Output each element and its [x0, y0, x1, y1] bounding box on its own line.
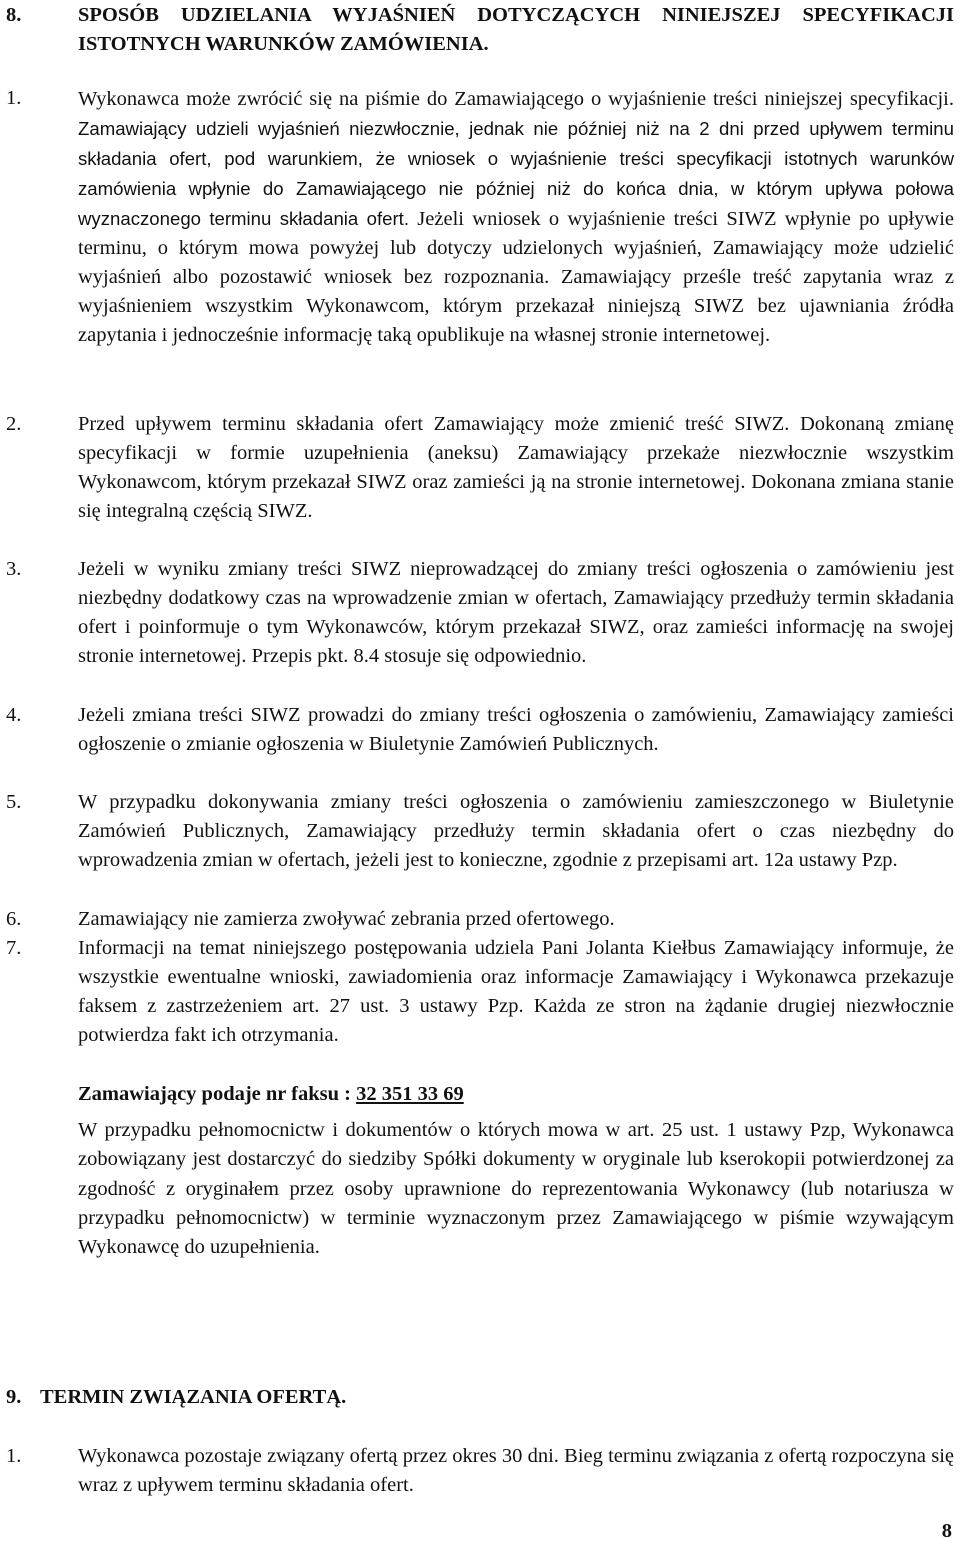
item-1-text-part-c: Jeżeli wniosek o wyjaśnienie treści SIWZ wpłynie po upływie terminu, o którym mowa powyżej lub dotyczy udzielonych wyjaśnień, Zamawiający może udzielić wyjaśnień albo pozostawić wniosek bez rozpoznania. Zamawiający prześle treść zapytania wraz z wyjaśnieniem wszystkim Wykonawcom, którym przekazał niniejszą SIWZ bez ujawniania źródła zapytania i jednocześnie informację taką opublikuje na własnej stronie internetowej.: [78, 208, 954, 346]
list-item-text: Jeżeli w wyniku zmiany treści SIWZ nieprowadzącej do zmiany treści ogłoszenia o zamówieniu jest niezbędny dodatkowy czas na wprowadzenie zmian w ofertach, Zamawiający przedłuży termin składania ofert i poinformuje o tym Wykonawców, którym przekazał SIWZ, oraz zamieści informację na swojej stronie internetowej. Przepis pkt. 8.4 stosuje się odpowiednio.: [78, 558, 954, 667]
list-item-text: W przypadku dokonywania zmiany treści ogłoszenia o zamówieniu zamieszczonego w Biuletynie Zamówień Publicznych, Zamawiający przedłuży termin składania ofert o czas niezbędny do wprowadzenia zmian w ofertach, jeżeli jest to konieczne, zgodnie z przepisami art. 12a ustawy Pzp.: [78, 791, 954, 871]
list-item-7: [6, 934, 954, 1050]
list-item-text: Przed upływem terminu składania ofert Zamawiający może zmienić treść SIWZ. Dokonaną zmianę specyfikacji w formie uzupełnienia (aneksu) Zamawiający przekaże niezwłocznie wszystkim Wykonawcom, którym przekazał SIWZ oraz zamieści ją na stronie internetowej. Dokonana zmiana stanie się integralną częścią SIWZ.: [78, 413, 954, 522]
power-of-attorney-paragraph: W przypadku pełnomocnictw i dokumentów o których mowa w art. 25 ust. 1 ustawy Pzp, Wykonawca zobowiązany jest dostarczyć do siedziby Spółki dokumenty w oryginale lub kserokopii potwierdzonej za zgodność z oryginałem przez osoby uprawnione do reprezentowania Wykonawcy (lub notariusza w przypadku pełnomocnictw) w terminie wyznaczonym przez Zamawiającego w piśmie wzywającym Wykonawcę do uzupełnienia.: [78, 1119, 954, 1259]
list-item-text: Jeżeli zmiana treści SIWZ prowadzi do zmiany treści ogłoszenia o zamówieniu, Zamawiający zamieści ogłoszenie o zmianie ogłoszenia w Biuletynie Zamówień Publicznych.: [78, 704, 954, 755]
list-item-number: 7.: [6, 937, 22, 959]
list-item-6: [6, 905, 954, 934]
list-item-5: [6, 788, 954, 875]
section-9-item-1: [6, 1442, 954, 1500]
section-9-number: 9.: [6, 1386, 22, 1408]
list-item-text: Zamawiający nie zamierza zwoływać zebrania przed ofertowego.: [78, 908, 615, 930]
fax-label: Zamawiający podaje nr faksu :: [78, 1083, 357, 1105]
list-item-number: 4.: [6, 704, 22, 726]
section-9-title: TERMIN ZWIĄZANIA OFERTĄ.: [40, 1386, 347, 1408]
item-1-text-part-b: Zamawiający udzieli wyjaśnień niezwłocznie, jednak nie później niż na 2 dni przed upływem terminu składania ofert, pod warunkiem, że wniosek o wyjaśnienie treści specyfikacji istotnych warunków zamówienia wpłynie do Zamawiającego nie później niż do końca dnia, w którym upływa połowa wyznaczonego terminu składania ofert.: [78, 118, 954, 229]
list-item-3: [6, 555, 954, 671]
item-1-text-part-a: Wykonawca może zwrócić się na piśmie do Zamawiającego o wyjaśnienie treści niniejszej specyfikacji.: [78, 88, 954, 110]
fax-number: 32 351 33 69: [356, 1083, 464, 1105]
list-item-number: 3.: [6, 558, 22, 580]
list-item-number: 1.: [6, 87, 22, 109]
list-item-number: 6.: [6, 908, 22, 930]
list-item-text: Informacji na temat niniejszego postępowania udziela Pani Jolanta Kiełbus Zamawiający informuje, że wszystkie ewentualne wnioski, zawiadomienia oraz informacje Zamawiający i Wykonawca przekazuje faksem z zastrzeżeniem art. 27 ust. 3 ustawy Pzp. Każda ze stron na żądanie drugiej niezwłocznie potwierdza fakt ich otrzymania.: [78, 937, 954, 1046]
list-item-text: [78, 84, 954, 350]
fax-line: [78, 1080, 954, 1109]
page-number: 8: [941, 1520, 952, 1542]
list-item-4: [6, 701, 954, 759]
list-item-1: [6, 84, 954, 350]
list-item-number: 5.: [6, 791, 22, 813]
section-8-title: SPOSÓB UDZIELANIA WYJAŚNIEŃ DOTYCZĄCYCH NINIEJSZEJ SPECYFIKACJI ISTOTNYCH WARUNKÓW ZAMÓWIENIA.: [78, 4, 954, 55]
list-item-number: 2.: [6, 413, 22, 435]
list-item-text: Wykonawca pozostaje związany ofertą przez okres 30 dni. Bieg terminu związania z ofertą rozpoczyna się wraz z upływem terminu składania ofert.: [78, 1445, 954, 1496]
section-8-number: 8.: [6, 4, 22, 26]
list-item-2: [6, 410, 954, 526]
list-item-number: 1.: [6, 1445, 22, 1467]
